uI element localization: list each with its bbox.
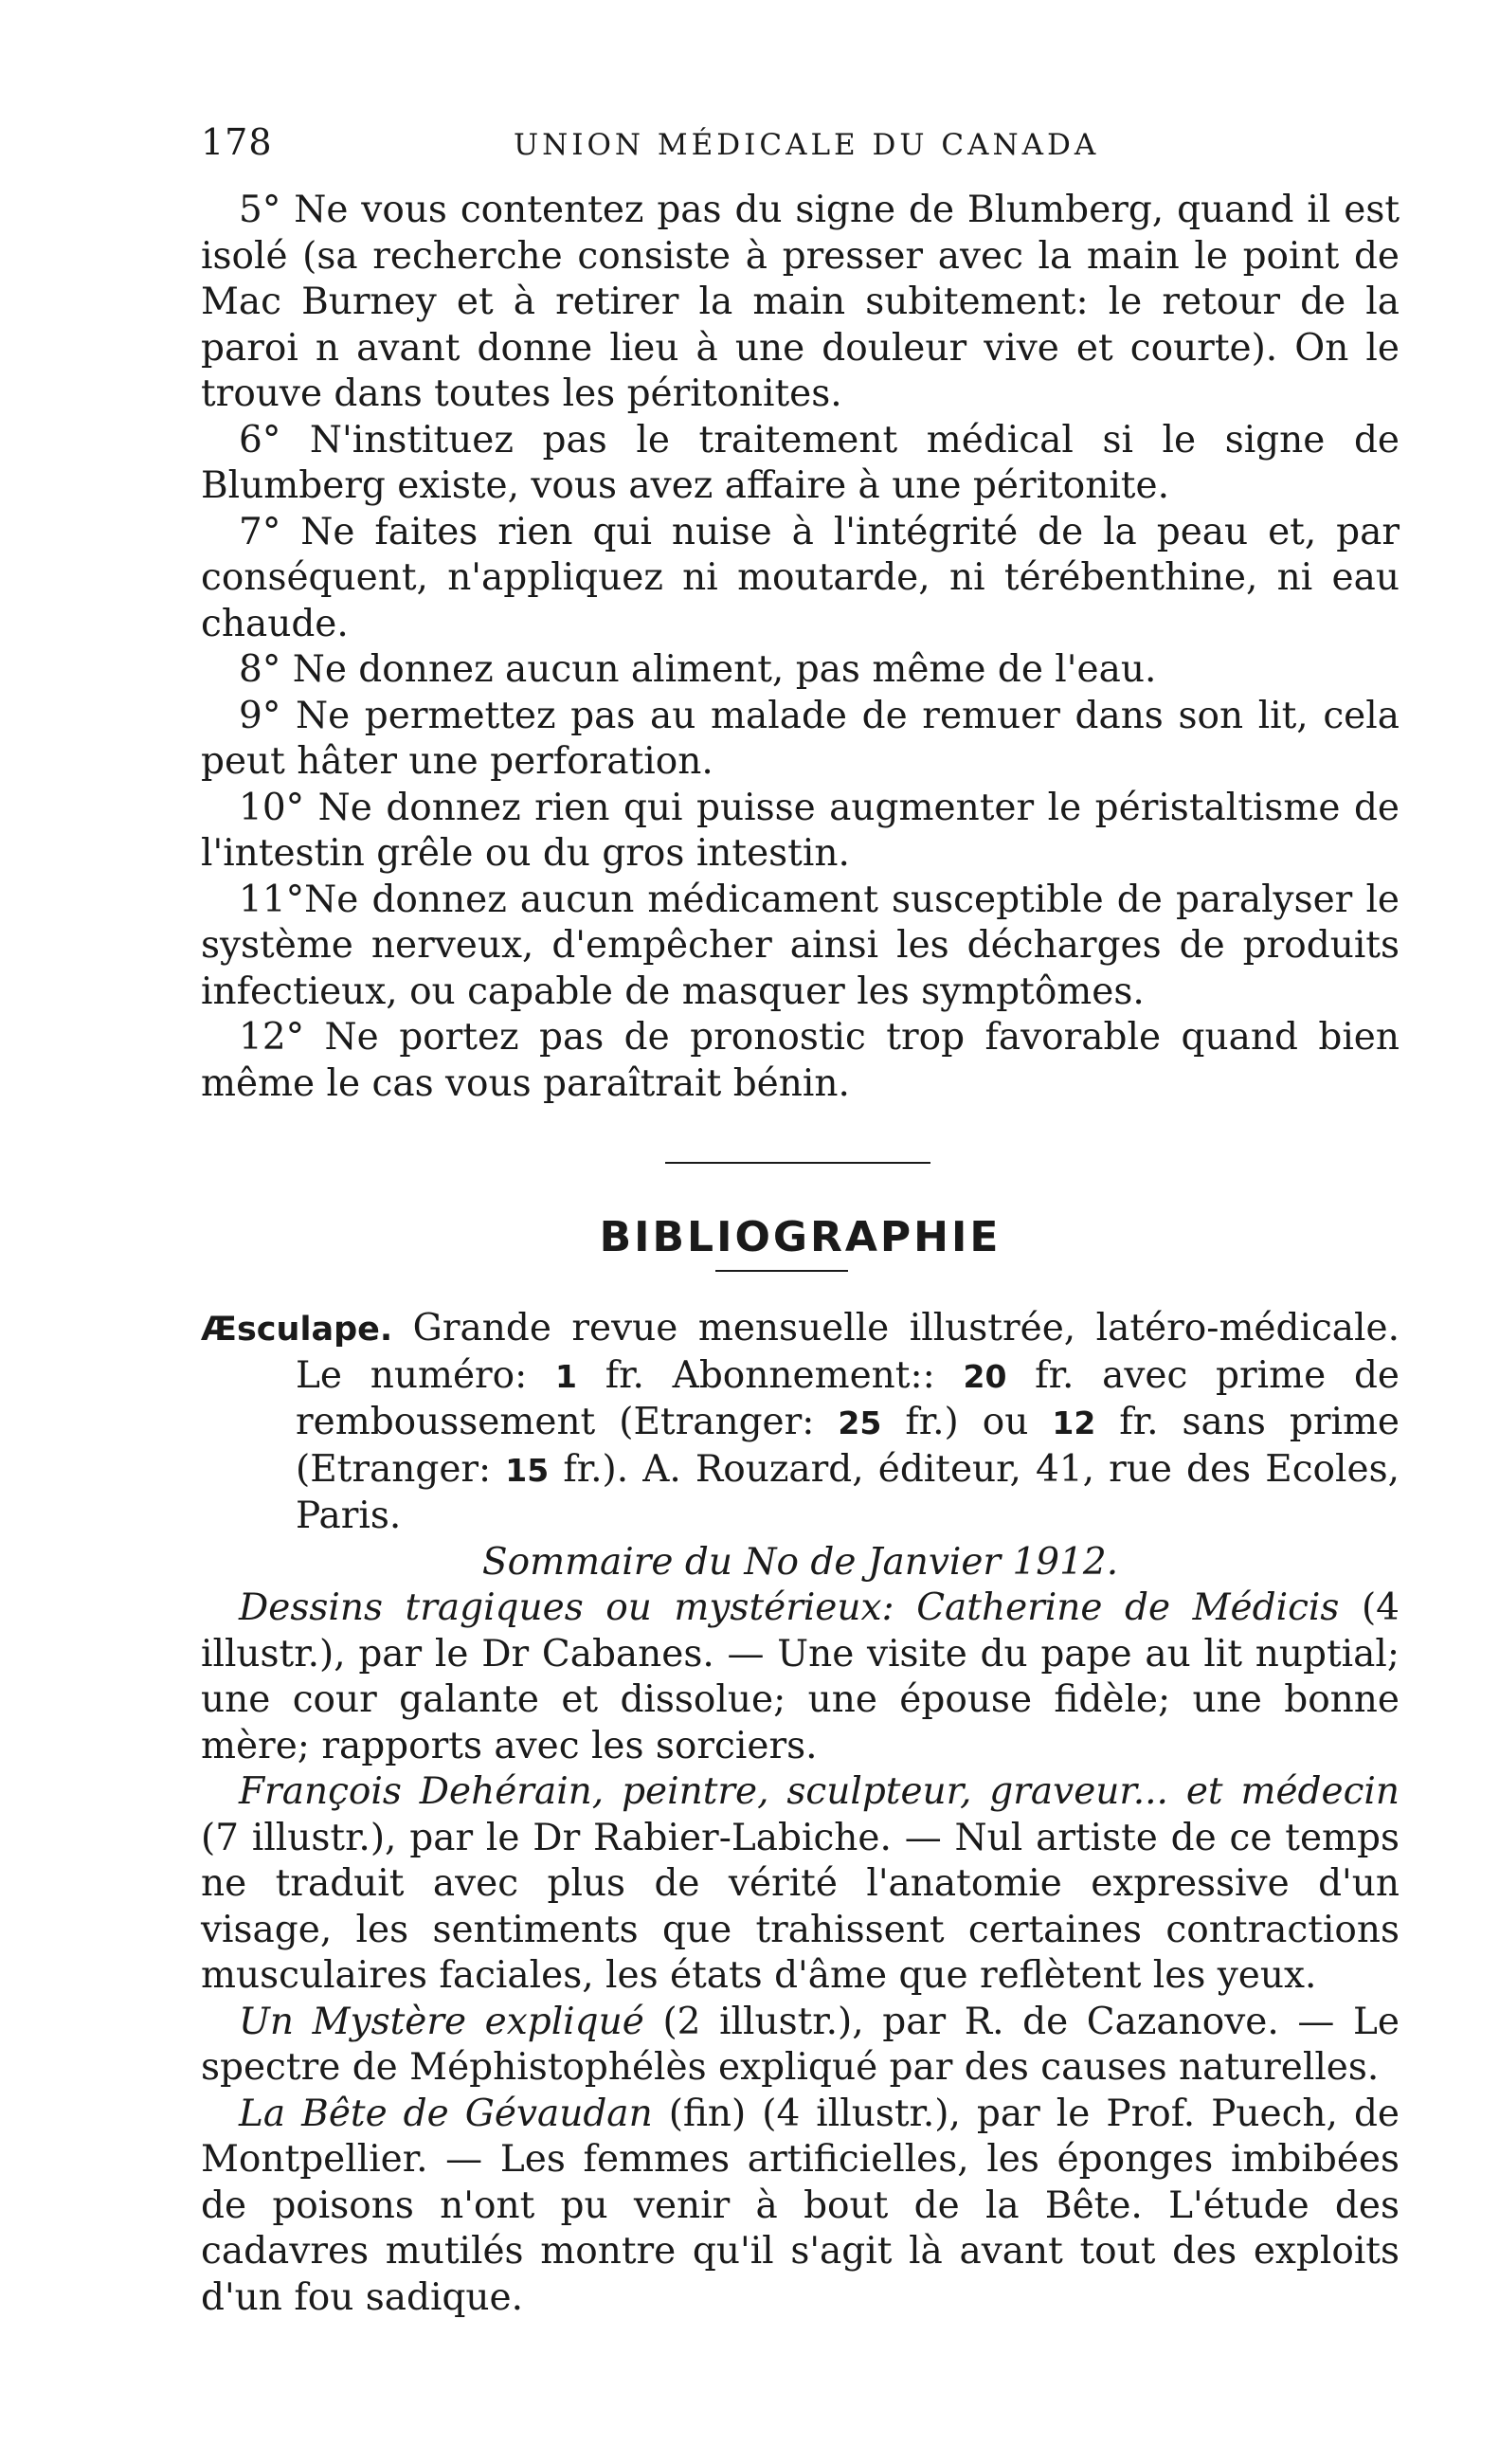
journal-entry-text [201, 1306, 1400, 1540]
article-entry [201, 1585, 1400, 1769]
rule-11: 11°Ne donnez aucun médicament susceptible de paralyser le système nerveux, d'empêcher ainsi les décharges de produits infectieux, ou capable de masquer les symptômes. [201, 878, 1400, 1013]
journal-price-3: 25 [838, 1404, 882, 1441]
article-entry [201, 2000, 1400, 2092]
bibliography-title: BIBLIOGRAPHIE [599, 1213, 1002, 1261]
journal-price-2: 20 [963, 1357, 1007, 1395]
summary-heading [201, 1540, 1400, 1586]
rule-8: 8° Ne donnez aucun aliment, pas même de l'eau. [239, 648, 1157, 691]
journal-desc-4: fr.) ou [881, 1401, 1053, 1443]
article-text: (2 illustr.), par R. de Cazanove. — Le spectre de Méphistophélès expliqué par des causes naturelles. [201, 2000, 1400, 2089]
rule-10: 10° Ne donnez rien qui puisse augmenter le péristaltisme de l'intestin grêle ou du gros intestin. [201, 786, 1400, 875]
rules-list [201, 188, 1400, 1107]
article-title: Un Mystère expliqué [239, 2000, 644, 2043]
journal-desc-5: fr. sans prime (Etranger: [296, 1401, 1400, 1491]
article-text: (fin) (4 illustr.), par le Prof. Puech, de Montpellier. — Les femmes artificielles, les éponges imbibées de poisons n'ont pu venir à bout de la Bête. L'étude des cadavres mutilés montre qu'il s'agit là avant tout des exploits d'un fou sadique. [201, 2092, 1400, 2319]
journal-price-4: 12 [1052, 1404, 1096, 1441]
journal-desc-1: Grande revue mensuelle illustrée, latéro-médicale. Le numéro: [296, 1307, 1400, 1397]
rule-7: 7° Ne faites rien qui nuise à l'intégrité de la peau et, par conséquent, n'appliquez ni moutarde, ni térébenthine, ni eau chaude. [201, 510, 1400, 645]
page-header [201, 121, 1400, 178]
journal-price-1: 1 [555, 1357, 577, 1395]
rule-12: 12° Ne portez pas de pronostic trop favorable quand bien même le cas vous paraîtrait bénin. [201, 1016, 1400, 1105]
article-title: Dessins tragiques ou mystérieux: Catherine de Médicis [239, 1586, 1340, 1629]
title-underline [715, 1270, 848, 1272]
rule-6: 6° N'instituez pas le traitement médical si le signe de Blumberg existe, vous avez affaire à une péritonite. [201, 418, 1400, 507]
section-divider [665, 1162, 930, 1164]
summary-heading-text: Sommaire du No de Janvier [481, 1540, 1002, 1584]
journal-desc-6: fr.). A. Rouzard, éditeur, 41, rue des Ecoles, Paris. [296, 1447, 1400, 1537]
journal-desc-2: fr. Abonnement:: [577, 1353, 964, 1397]
article-text: (4 illustr.), par le Dr Cabanes. — Une visite du pape au lit nuptial; une cour galante et dissolue; une épouse fidèle; une bonne mère; rapports avec les sorciers. [201, 1586, 1400, 1767]
page-number: 178 [201, 121, 273, 163]
rule-9: 9° Ne permettez pas au malade de remuer dans son lit, cela peut hâter une perforation. [201, 694, 1400, 783]
summary-year: 1912. [1001, 1540, 1119, 1584]
rule-5: 5° Ne vous contentez pas du signe de Blumberg, quand il est isolé (sa recherche consiste à presser avec la main le point de Mac Burney et à retirer la main subitement: le retour de la paroi n avant donne lieu à une douleur vive et courte). On le trouve dans toutes les péritonites. [201, 189, 1400, 415]
journal-entry [201, 1306, 1400, 1540]
article-title: La Bête de Gévaudan [239, 2092, 653, 2135]
journal-price-5: 15 [505, 1451, 550, 1489]
running-head: UNION MÉDICALE DU CANADA [514, 128, 1100, 162]
journal-desc-3: fr. avec prime de remboussement (Etranger: [296, 1353, 1400, 1443]
article-entry [201, 2092, 1400, 2322]
journal-name: Æsculape. [201, 1311, 393, 1349]
article-entry [201, 1769, 1400, 2000]
article-text: (7 illustr.), par le Dr Rabier-Labiche. — Nul artiste de ce temps ne traduit avec plus de vérité l'anatomie expressive d'un visage, les sentiments que trahissent certaines contractions musculaires faciales, les états d'âme que reflètent les yeux. [201, 1816, 1400, 1997]
article-title: François Dehérain, peintre, sculpteur, graveur... et médecin [239, 1770, 1400, 1813]
